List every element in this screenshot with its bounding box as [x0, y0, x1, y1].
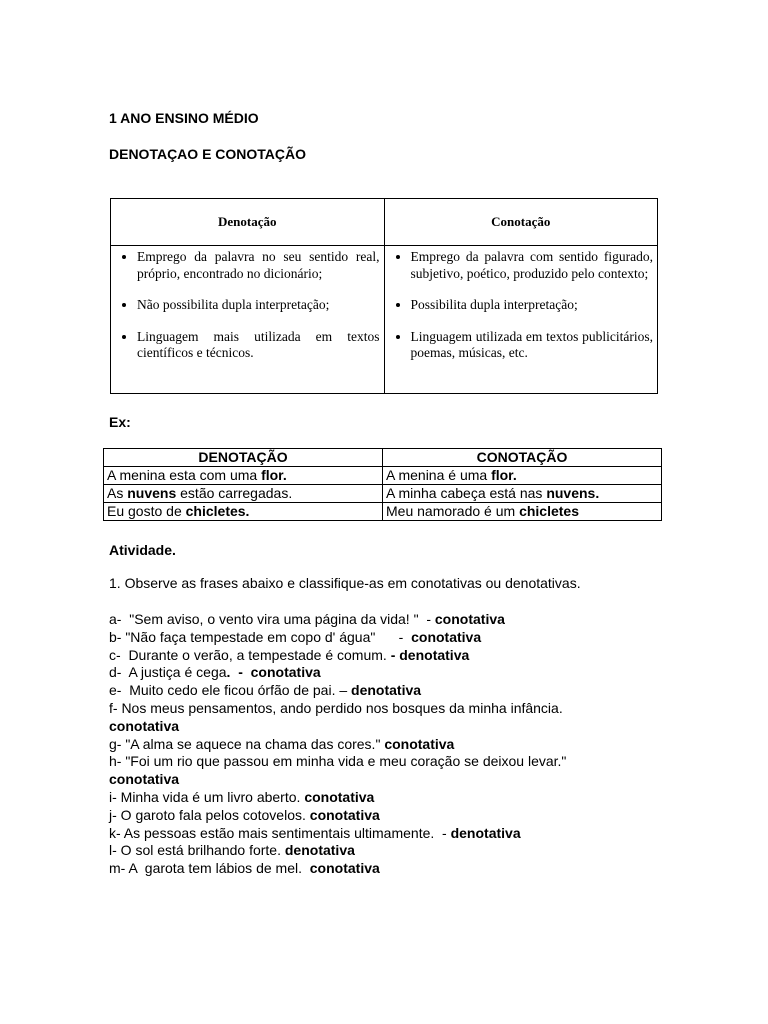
answer: conotativa: [309, 806, 380, 823]
answer: conotativa: [434, 611, 505, 627]
answer: - denotativa: [390, 646, 470, 663]
example-denotacao: [104, 503, 383, 521]
text: Eu gosto de: [107, 503, 186, 519]
list-item: • Não possibilita dupla interpretação;: [137, 297, 380, 314]
examples-table: [103, 448, 662, 521]
keyword: nuvens.: [546, 485, 600, 501]
sentence: a- "Sem aviso, o vento vira uma página da vida! " -: [109, 611, 435, 627]
answer: conotativa: [411, 628, 482, 645]
list-item: • Emprego da palavra com sentido figurado, subjetivo, poético, produzido pelo contexto;: [411, 249, 654, 282]
sentence: k- As pessoas estão mais sentimentais ultimamente. -: [109, 824, 451, 841]
list-item: [109, 664, 566, 682]
list-item: • Possibilita dupla interpretação;: [411, 297, 654, 314]
page-title: 1 ANO ENSINO MÉDIO: [109, 110, 259, 126]
text: estão carregadas.: [176, 485, 293, 501]
list-item: [109, 842, 566, 860]
sentence: j- O garoto fala pelos cotovelos.: [109, 806, 310, 823]
header-denotacao: Denotação: [111, 199, 385, 246]
answer: denotativa: [284, 842, 355, 859]
activity-question: 1. Observe as frases abaixo e classifique-as em conotativas ou denotativas.: [109, 575, 581, 591]
list-item: [109, 825, 566, 843]
answer: denotativa: [351, 682, 422, 699]
list-item: [109, 629, 566, 647]
keyword: chicletes: [519, 503, 580, 519]
answer: denotativa: [450, 824, 521, 841]
activity-title: Atividade.: [109, 542, 176, 558]
sentence: i- Minha vida é um livro aberto.: [109, 788, 305, 805]
answer: . - conotativa: [226, 664, 321, 681]
text: A menina é uma: [386, 467, 492, 483]
table-row: [104, 485, 662, 503]
list-item: [109, 682, 566, 700]
sentence: c- Durante o verão, a tempestade é comum.: [109, 646, 391, 663]
list-item: [109, 753, 566, 771]
keyword: flor.: [261, 467, 287, 483]
page-subtitle: DENOTAÇAO E CONOTAÇÃO: [109, 146, 307, 162]
text: Meu namorado é um: [386, 503, 520, 519]
answer: conotativa: [384, 735, 455, 752]
list-item: [109, 771, 566, 789]
header-conotacao: Conotação: [384, 199, 658, 246]
list-item: [109, 736, 566, 754]
denotacao-cell: [111, 246, 385, 394]
examples-label: Ex:: [109, 414, 131, 430]
keyword: nuvens: [127, 485, 177, 501]
list-item: [109, 860, 566, 878]
sentence: d- A justiça é cega: [109, 664, 227, 681]
text: A minha cabeça está nas: [386, 485, 547, 501]
sentence: b- "Não faça tempestade em copo d' água" -: [109, 628, 412, 645]
list-item: [109, 700, 566, 718]
sentence: g- "A alma se aquece na chama das cores.": [109, 735, 385, 752]
sentence: e- Muito cedo ele ficou órfão de pai. –: [109, 682, 352, 699]
answer: conotativa: [309, 860, 380, 877]
list-item: [109, 647, 566, 665]
comparison-table: [110, 198, 658, 394]
examples-header-conotacao: CONOTAÇÃO: [383, 449, 662, 467]
example-conotacao: [383, 467, 662, 485]
sentence: l- O sol está brilhando forte.: [109, 842, 285, 859]
conotacao-cell: [384, 246, 658, 394]
list-item: [109, 611, 566, 629]
text: As: [107, 485, 128, 501]
list-item: [109, 807, 566, 825]
sentence: m- A garota tem lábios de mel.: [109, 860, 310, 877]
example-denotacao: [104, 485, 383, 503]
list-item: • Linguagem mais utilizada em textos científicos e técnicos.: [137, 329, 380, 362]
list-item: • Emprego da palavra no seu sentido real, próprio, encontrado no dicionário;: [137, 249, 380, 282]
keyword: flor.: [491, 467, 517, 483]
example-denotacao: [104, 467, 383, 485]
text: A menina esta com uma: [107, 467, 262, 483]
example-conotacao: [383, 503, 662, 521]
table-row: [104, 467, 662, 485]
examples-header-denotacao: DENOTAÇÃO: [104, 449, 383, 467]
table-row: [104, 503, 662, 521]
answer: conotativa: [109, 717, 180, 734]
keyword: chicletes.: [185, 503, 250, 519]
sentence: f- Nos meus pensamentos, ando perdido nos bosques da minha infância.: [109, 699, 563, 716]
sentence: h- "Foi um rio que passou em minha vida e meu coração se deixou levar.": [109, 753, 567, 770]
list-item: [109, 718, 566, 736]
example-conotacao: [383, 485, 662, 503]
answer: conotativa: [304, 788, 375, 805]
list-item: [109, 789, 566, 807]
activity-list: [109, 611, 566, 878]
answer: conotativa: [109, 771, 180, 788]
list-item: • Linguagem utilizada em textos publicitários, poemas, músicas, etc.: [411, 329, 654, 362]
